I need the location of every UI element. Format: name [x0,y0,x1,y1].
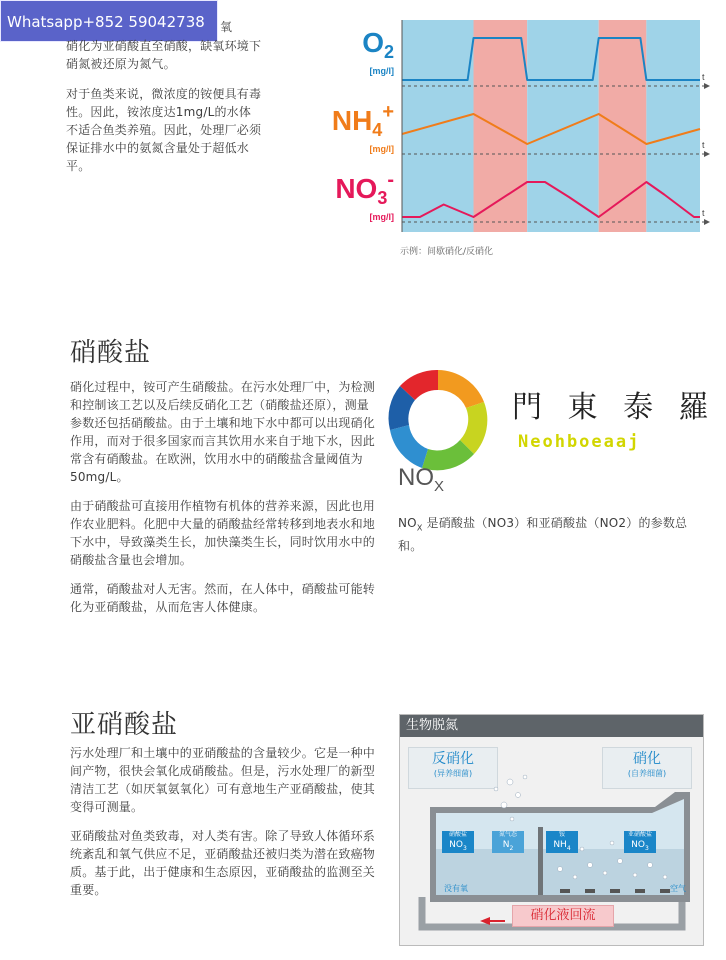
phase-band-denitrification [527,20,599,232]
nitrate-box [442,831,474,853]
axis-arrow-O2 [704,83,710,89]
nitrite-heading: 亚硝酸盐 [70,710,179,740]
nitrite-box-sub: 3 [645,844,649,852]
ammonium-box-title: 铵 [558,831,565,838]
chart-caption: 示例：间歇硝化/反硝化 [400,247,494,257]
series-unit-O2: [mg/l] [369,66,394,76]
nitrite-box-title: 亚硝酸盐 [627,831,652,838]
nit-sub-label: (自养细菌) [627,769,667,778]
nox-main: NO [398,464,434,491]
recycle-label: 硝化液回流 [512,905,614,927]
air-label: 空气 [670,884,686,893]
ammonium-box-sub: 4 [566,844,571,852]
nit-label: 硝化 [633,751,661,767]
bio-title: 生物脱氮 [400,715,703,737]
nitrate-paragraph-3: 通常，硝酸盐对人无害。然而，在人体中，硝酸盐可能转化为亚硝酸盐，从而危害人体健康。 [70,582,376,614]
intro-partial-line: 硝化为亚硝酸直至硝酸，缺氧环境下 [66,39,262,53]
series-unit-NH4+: [mg/l] [369,144,394,154]
nox-sub: X [434,477,445,495]
denit-sub-label: (异养细菌) [433,769,473,778]
series-unit-NO3-: [mg/l] [369,212,394,222]
nitrogen-box-val: N [502,840,510,850]
nitrogen-chart [296,6,716,242]
no-oxygen-label: 没有氧 [444,884,468,893]
axis-arrow-NO3- [704,219,710,225]
nox-desc-main: NO [398,516,417,530]
nitrite-paragraph-2: 亚硝酸盐对鱼类致毒，对人类有害。除了导致人体循环系统紊乱和氧气供应不足，亚硝酸盐还被归类为潜在致癌物质。基于此，出于健康和生态原因，亚硝酸盐的监测至关重要。 [70,829,376,897]
nitrate-box-title: 硝酸盐 [448,831,467,838]
watermark-chinese: 門 東 泰 羅 [512,390,717,425]
axis-arrow-NH4+ [704,151,710,157]
phase-band-denitrification [402,20,474,232]
nitrite-box [624,831,656,853]
bio-denitrification-diagram [399,714,704,946]
contact-badge: Whatsapp+852 59042738 [0,0,218,42]
nitrogen-box-sub: 2 [509,844,514,852]
nitrate-paragraph-2: 由于硝酸盐可直接用作植物有机体的营养来源，因此也用作农业肥料。化肥中大量的硝酸盐经常转移到地表水和地下水中，导致藻类生长，加快藻类生长，同时饮用水中的硝酸盐含量也会增加。 [70,499,376,567]
ammonium-box [546,831,578,853]
intro-partial-right: 氧 [220,20,233,34]
nox-label [398,464,444,495]
series-label-NH4+: $NH_4^+$ [331,101,394,140]
nitrogen-box-title: 氮气态 [498,831,517,838]
chart-svg [296,6,716,242]
watermark-english: Neohboeaaj [518,432,641,452]
nitrite-paragraph-1: 污水处理厂和土壤中的亚硝酸盐的含量较少。它是一种中间产物，很快会氧化成硝酸盐。但是，污水处理厂的新型清洁工艺（如厌氧氨氧化）可有意地生产亚硝酸盐，使其变得可测量。 [70,746,376,814]
ring-icon [382,364,494,476]
axis-t-label: t [702,208,705,218]
nitrite-box-val: NO [631,840,645,850]
nitrate-heading: 硝酸盐 [70,338,152,368]
nitrogen-gas-box [492,831,524,853]
nox-ring-graphic [382,364,494,476]
axis-t-label: t [702,72,705,82]
series-label-NO3-: $NO_3^-$ [335,169,394,208]
nox-desc-sub: X [416,523,423,533]
ammonium-box-val: NH [553,840,567,850]
nitrate-box-sub: 3 [463,844,467,852]
nox-desc-text: 是硝酸盐（NO3）和亚硝酸盐（NO2）的参数总和。 [398,516,688,554]
intro-text [66,37,266,73]
intro-paragraph-2: 对于鱼类来说，微浓度的铵便具有毒性。因此，铵浓度达1mg/L的水体不适合鱼类养殖。因此，处理厂必须保证排水中的氨氮含量处于超低水平。 [66,87,262,173]
series-label-O2: $O_2$ [362,27,394,62]
nox-description [398,514,708,555]
denit-label: 反硝化 [432,751,474,767]
nitrate-paragraph-1: 硝化过程中，铵可产生硝酸盐。在污水处理厂中，为检测和控制该工艺以及后续反硝化工艺（硝酸盐还原），测量参数还包括硝酸盐。由于土壤和地下水中都可以出现硝化作用，而对于很多国家而言其饮用水来自于地下水，因此常含有硝酸盐。在欧洲，饮用水中的硝酸盐含量阈值为50mg/L。 [70,380,376,484]
intro-line-2: 硝氮被还原为氮气。 [66,57,176,71]
nitrate-box-val: NO [449,840,463,850]
axis-t-label: t [702,140,705,150]
